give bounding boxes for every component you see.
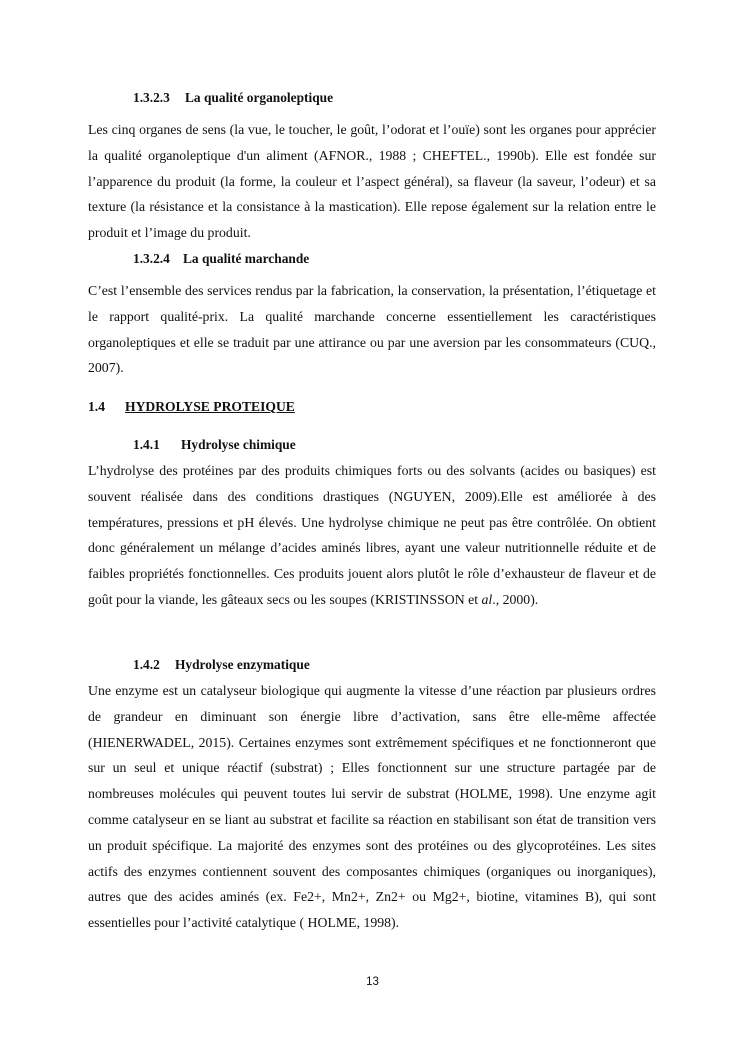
section-title: Hydrolyse enzymatique: [175, 657, 310, 672]
page-number: 13: [366, 976, 379, 988]
section-number: 1.4.2: [133, 657, 160, 672]
section-title: La qualité marchande: [183, 251, 310, 266]
paragraph-organoleptique: Les cinq organes de sens (la vue, le toucher, le goût, l’odorat et l’ouïe) sont les organes pour apprécier la qualité organoleptique d'un aliment (AFNOR., 1988 ; CHEFTEL., 1990b). Elle est fondée sur l’apparence du produit (la forme, la couleur et l’aspect général), sa flaveur (la saveur, l’odeur) et sa texture (la résistance et la consistance à la mastication). Elle repose également sur la relation entre le produit et l’image du produit.: [88, 122, 656, 241]
section-number: 1.4.1: [133, 437, 160, 452]
section-heading-1-3-2-4: [133, 251, 309, 267]
section-heading-1-4-2: [133, 657, 310, 673]
paragraph-text: L’hydrolyse des protéines par des produits chimiques forts ou des solvants (acides ou basiques) est souvent réalisée dans des conditions drastiques (NGUYEN, 2009).Elle est améliorée à des températures, pressions et pH élevés. Une hydrolyse chimique ne peut pas être contrôlée. On obtient donc généralement un mélange d’acides aminés libres, ayant une valeur nutritionnelle réduite et de faibles propriétés fonctionnelles. Ces produits jouent alors plutôt le rôle d’exhausteur de flaveur et de goût pour la viande, les gâteaux secs ou les soupes (KRISTINSSON et: [88, 463, 656, 607]
section-heading-1-3-2-3: [133, 90, 333, 106]
section-number: 1.3.2.4: [133, 251, 170, 266]
section-number: 1.3.2.3: [133, 90, 170, 105]
paragraph-hydrolyse-enzymatique: Une enzyme est un catalyseur biologique qui augmente la vitesse d’une réaction par plusieurs ordres de grandeur en diminuant son énergie libre d’activation, sans être elle-même affectée (HIENERWADEL, 2015). Certaines enzymes sont extrêmement spécifiques et ne fonctionneront que sur un seul et unique réactif (substrat) ; Elles fonctionnent sur une structure partagée par de nombreuses molécules qui peuvent toutes lui servir de substrat (HOLME, 1998). Une enzyme agit comme catalyseur en se liant au substrat et facilite sa réaction en stabilisant son état de transition vers un produit spécifique. La majorité des enzymes sont des protéines ou des glycoprotéines. Les sites actifs des enzymes contiennent souvent des composantes chimiques (organiques ou inorganiques), autres que des acides aminés (ex. Fe2+, Mn2+, Zn2+ ou Mg2+, biotine, vitamines B), qui sont essentielles pour l’activité catalytique ( HOLME, 1998).: [88, 683, 656, 931]
section-number: 1.4: [88, 399, 105, 414]
italic-al: al: [481, 591, 493, 607]
section-heading-1-4-1: [133, 437, 296, 453]
paragraph-text-end: ., 2000).: [492, 591, 539, 607]
paragraph-marchande: C’est l’ensemble des services rendus par la fabrication, la conservation, la présentation, l’étiquetage et le rapport qualité-prix. La qualité marchande concerne essentiellement les caractéristiques organoleptiques et elle se traduit par une attirance ou par une aversion par les consommateurs (CUQ., 2007).: [88, 283, 656, 376]
section-title: La qualité organoleptique: [185, 90, 334, 105]
section-title: HYDROLYSE PROTEIQUE: [125, 399, 295, 414]
section-heading-1-4: [88, 399, 295, 415]
paragraph-hydrolyse-chimique: [88, 458, 656, 613]
section-title: Hydrolyse chimique: [181, 437, 296, 452]
